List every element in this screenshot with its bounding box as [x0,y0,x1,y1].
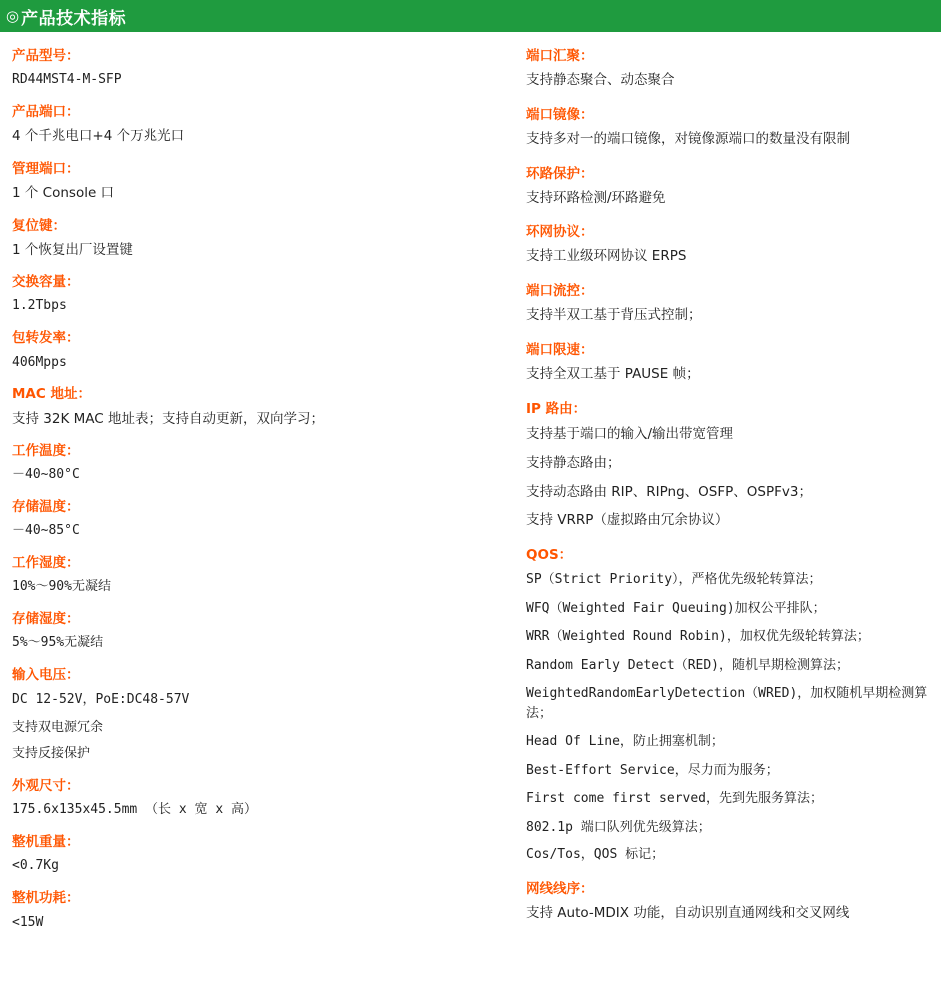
spec-value: 5%～95%无凝结 [12,635,104,651]
spec-value: 1.2Tbps [12,298,67,314]
spec-label: MAC 地址： [12,386,91,403]
page-title: 产品技术指标 [21,8,127,29]
spec-block [526,283,933,326]
spec-label: 网线线序： [526,881,594,898]
spec-block [526,547,933,865]
spec-block [526,107,933,150]
spec-label: 存储湿度： [12,611,80,628]
spec-label: 外观尺寸： [12,778,80,795]
spec-block [12,330,512,372]
spec-value: Best-Effort Service，尽力而为服务； [526,762,779,778]
spec-label: 工作湿度： [12,555,80,572]
spec-block [12,161,512,204]
spec-value: SP（Strict Priority），严格优先级轮转算法； [526,572,822,588]
spec-value: －40~80°C [12,467,80,483]
spec-label: 端口汇聚： [526,48,594,64]
spec-value: WRR（Weighted Round Robin)，加权优先级轮转算法； [526,629,870,645]
spec-value: 支持基于端口的输入/输出带宽管理 [526,425,734,442]
spec-block [526,166,933,209]
spec-value: 支持工业级环网协议 ERPS [526,248,687,265]
spec-value: 支持 32K MAC 地址表；支持自动更新，双向学习； [12,410,324,427]
disc-icon: ◎ [6,7,20,25]
spec-value: Random Early Detect（RED)，随机早期检测算法； [526,657,850,673]
spec-block [12,890,512,932]
spec-value: 10%～90%无凝结 [12,579,111,595]
spec-block [12,778,512,820]
spec-label: 交换容量： [12,274,80,291]
section-header [0,0,941,32]
spec-block [526,881,933,924]
spec-label: 工作温度： [12,443,80,460]
spec-label: 产品端口： [12,104,80,121]
spec-label: 管理端口： [12,160,80,177]
spec-value: 支持 Auto-MDIX 功能，自动识别直通网线和交叉网线 [526,905,850,922]
spec-block [12,104,512,147]
spec-value: 支持静态路由； [526,454,621,471]
spec-value: 支持 VRRP（虚拟路由冗余协议） [526,512,729,529]
spec-block [526,401,933,532]
spec-value: 802.1p 端口队列优先级算法； [526,819,711,835]
spec-label: QOS： [526,547,573,563]
spec-value: 支持静态聚合、动态聚合 [526,72,675,89]
spec-columns [0,32,941,940]
spec-block [12,611,512,653]
spec-value: 支持多对一的端口镜像，对镜像源端口的数量没有限制 [526,130,850,147]
spec-value: 406Mpps [12,354,67,370]
spec-block [12,667,512,764]
spec-block [12,218,512,261]
spec-value: 1 个 Console 口 [12,184,115,201]
spec-value: 4 个千兆电口+4 个万兆光口 [12,128,185,145]
spec-block [12,386,512,429]
spec-value: 175.6x135x45.5mm （长 x 宽 x 高） [12,802,258,818]
spec-value: 支持全双工基于 PAUSE 帧； [526,365,700,382]
spec-block [12,443,512,485]
spec-block [12,834,512,876]
spec-value: DC 12-52V，PoE:DC48-57V [12,692,190,708]
spec-column-right [520,48,941,940]
spec-label: 整机功耗： [12,890,80,907]
spec-value: <0.7Kg [12,858,59,874]
spec-value: <15W [12,914,44,930]
spec-value: 1 个恢复出厂设置键 [12,241,133,258]
spec-label: 环网协议： [526,224,594,241]
spec-label: 产品型号： [12,48,80,64]
spec-label: 端口流控： [526,283,594,299]
spec-label: 端口镜像： [526,106,594,123]
spec-column-left [0,48,520,940]
spec-block [12,555,512,597]
spec-label: 端口限速： [526,341,594,358]
spec-label: 复位键： [12,217,66,234]
spec-value: WeightedRandomEarlyDetection（WRED)，加权随机早期检测算法； [526,686,928,721]
spec-block [526,224,933,267]
spec-value: First come first served，先到先服务算法； [526,791,824,807]
spec-value: 支持反接保护 [12,746,91,762]
spec-value: Cos/Tos，QOS 标记； [526,847,665,863]
spec-block [12,499,512,541]
spec-block [12,274,512,316]
spec-value: 支持半双工基于背压式控制； [526,307,702,324]
spec-label: 整机重量： [12,834,80,851]
spec-label: 存储温度： [12,499,80,516]
spec-value: RD44MST4-M-SFP [12,72,122,88]
spec-label: 输入电压： [12,667,80,684]
spec-label: IP 路由： [526,400,587,417]
spec-block [526,342,933,385]
spec-value: －40~85°C [12,523,80,539]
spec-block [526,48,933,91]
spec-label: 环路保护： [526,165,594,182]
spec-block [12,48,512,90]
spec-value: 支持环路检测/环路避免 [526,189,666,206]
spec-label: 包转发率： [12,330,80,347]
spec-value: 支持双电源冗余 [12,719,104,735]
spec-value: WFQ（Weighted Fair Queuing)加权公平排队； [526,600,826,616]
spec-value: 支持动态路由 RIP、RIPng、OSFP、OSPFv3； [526,484,812,501]
spec-value: Head Of Line，防止拥塞机制； [526,734,724,750]
